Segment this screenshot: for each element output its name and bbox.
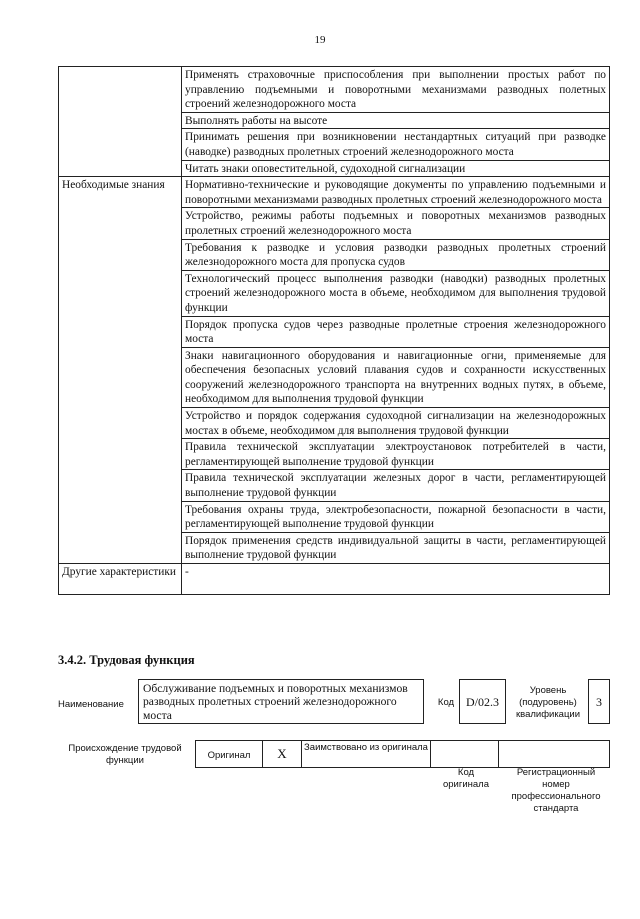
table-row [59,67,610,113]
level-value: 3 [588,679,610,724]
row-item: Устройство, режимы работы подъемных и поворотных механизмов разводных пролетных строений железнодорожного моста [182,208,610,239]
table-row [59,564,610,595]
divider [430,740,431,768]
function-name: Обслуживание подъемных и поворотных механизмов разводных пролетных строений железнодорожного моста [138,679,424,724]
divider [498,740,499,768]
row-item: Правила технической эксплуатации электроустановок потребителей в части, регламентирующей выполнение трудовой функции [182,439,610,470]
reg-caption: Регистрационный номер профессионального стандарта [511,767,601,814]
code-caption: Код оригинала [442,767,489,790]
row-item: Порядок пропуска судов через разводные пролетные строения железнодорожного моста [182,316,610,347]
level-label: Уровень (подуровень) квалификации [515,685,581,720]
row-item: Выполнять работы на высоте [182,112,610,129]
row-item: Правила технической эксплуатации железных дорог в части, регламентирующей выполнение трудовой функции [182,470,610,501]
row-item: Технологический процесс выполнения разводки (наводки) разводных пролетных строений железнодорожного моста в объеме, необходимом для выполнения трудовой функции [182,270,610,316]
function-code: D/02.3 [459,679,506,724]
page-number: 19 [314,34,326,46]
origin-label: Происхождение трудовой функции [68,743,182,766]
row-item: Порядок применения средств индивидуальной защиты в части, регламентирующей выполнение трудовой функции [182,532,610,563]
row-item: Читать знаки оповестительной, судоходной сигнализации [182,160,610,177]
original-mark: X [277,746,287,761]
section-heading: 3.4.2. Трудовая функция [58,653,195,667]
row-item: Принимать решения при возникновении нестандартных ситуаций при разводке (наводке) разводных пролетных строений железнодорожного моста [182,129,610,160]
row-label [59,67,182,177]
row-item: - [182,564,610,595]
row-item: Знаки навигационного оборудования и навигационные огни, применяемые для обеспечения безопасных условий плавания судов и сохранности искусственных сооружений железнодорожного транспорта на внутренних водных путях, в объеме, необходимом для выполнения трудовой функции [182,347,610,407]
row-item: Нормативно-технические и руководящие документы по управлению подъемными и поворотными механизмами разводных пролетных строений железнодорожного моста [182,177,610,208]
row-item: Требования охраны труда, электробезопасности, пожарной безопасности в части, регламентирующей выполнение трудовой функции [182,501,610,532]
row-label: Необходимые знания [59,177,182,564]
knowledge-table [58,66,610,595]
code-label: Код [437,697,455,708]
row-item: Требования к разводке и условия разводки разводных пролетных строений железнодорожного моста для пропуска судов [182,239,610,270]
table-row [59,177,610,208]
borrowed-label: Заимствовано из оригинала [304,742,428,753]
original-label: Оригинал [207,750,251,761]
name-label: Наименование [58,699,124,710]
row-label: Другие характеристики [59,564,182,595]
row-item: Применять страховочные приспособления при выполнении простых работ по управлению подъемными и поворотными механизмами разводных полетных строений железнодорожного моста [182,67,610,113]
row-item: Устройство и порядок содержания судоходной сигнализации на железнодорожных мостах в объеме, необходимом для выполнения трудовой функции [182,408,610,439]
